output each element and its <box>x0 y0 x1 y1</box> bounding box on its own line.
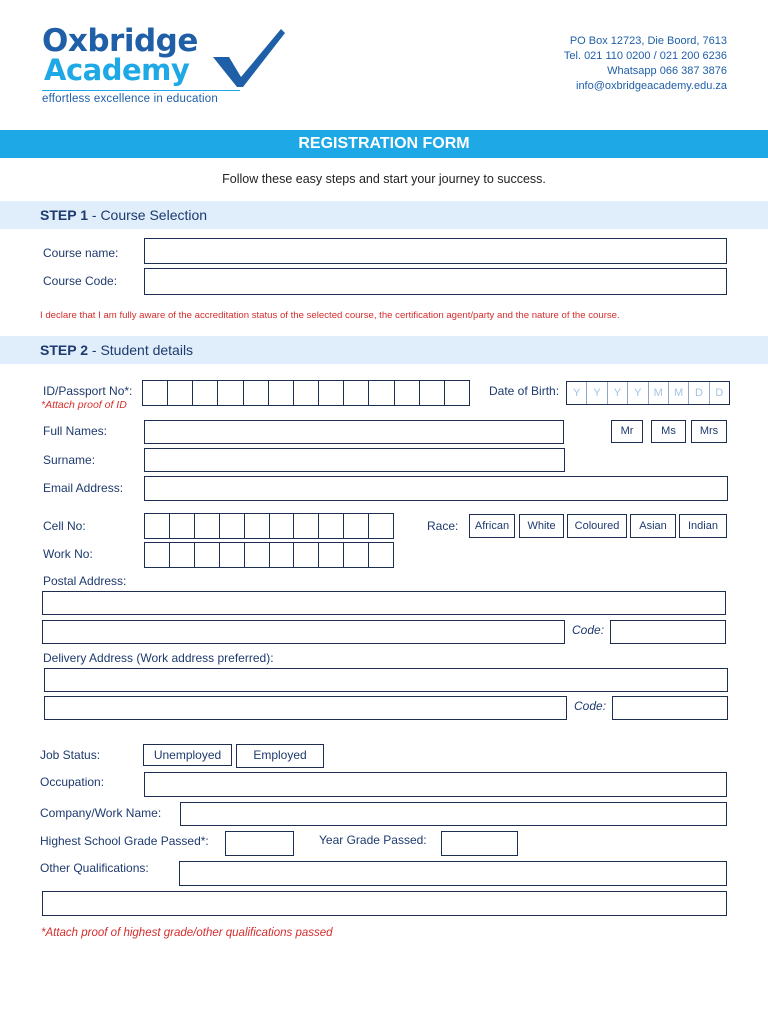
cell-number-input[interactable] <box>144 513 394 539</box>
course-name-label: Course name: <box>43 246 119 260</box>
full-names-label: Full Names: <box>43 424 108 438</box>
contact-tel: Tel. 021 110 0200 / 021 200 6236 <box>563 50 727 62</box>
step2-title: - Student details <box>88 342 194 358</box>
email-label: Email Address: <box>43 481 124 495</box>
delivery-address-line1[interactable] <box>44 668 728 692</box>
contact-address: PO Box 12723, Die Boord, 7613 <box>569 35 727 47</box>
occupation-label: Occupation: <box>40 775 105 789</box>
delivery-code-label: Code: <box>574 699 607 713</box>
proof-note: *Attach proof of highest grade/other qualifications passed <box>41 927 333 939</box>
logo-oxbridge: Oxbridge <box>42 23 198 59</box>
other-quals-input-line2[interactable] <box>42 891 727 916</box>
job-option-employed[interactable]: Employed <box>236 744 324 768</box>
race-option-white[interactable]: White <box>519 514 564 538</box>
race-option-asian[interactable]: Asian <box>630 514 676 538</box>
step2-label: STEP 2 <box>40 342 88 358</box>
contact-block <box>564 34 727 94</box>
year-grade-label: Year Grade Passed: <box>319 833 427 847</box>
dob-day-1: D <box>689 382 709 404</box>
work-number-input[interactable] <box>144 542 394 568</box>
other-quals-input-line1[interactable] <box>179 861 727 886</box>
step1-title: - Course Selection <box>88 207 208 223</box>
logo-academy: Academy <box>44 53 190 87</box>
cell-label: Cell No: <box>43 519 86 533</box>
id-note: *Attach proof of ID <box>41 399 127 411</box>
company-label: Company/Work Name: <box>40 806 162 820</box>
id-label: ID/Passport No*: <box>43 384 133 398</box>
contact-whatsapp: Whatsapp 066 387 3876 <box>607 65 727 77</box>
step2-header <box>0 336 768 364</box>
declaration-text: I declare that I am fully aware of the accreditation status of the selected course, the certification agent/party and the nature of the course. <box>40 310 620 321</box>
course-code-label: Course Code: <box>43 274 118 288</box>
delivery-code-input[interactable] <box>612 696 728 720</box>
title-option-mrs[interactable]: Mrs <box>691 420 727 443</box>
dob-year-4: Y <box>628 382 648 404</box>
course-name-input[interactable] <box>144 238 727 264</box>
dob-year-1: Y <box>567 382 587 404</box>
race-option-african[interactable]: African <box>469 514 515 538</box>
logo-divider <box>42 90 240 91</box>
surname-input[interactable] <box>144 448 565 472</box>
step1-label: STEP 1 <box>40 207 88 223</box>
postal-code-label: Code: <box>572 623 605 637</box>
email-input[interactable] <box>144 476 728 501</box>
postal-code-input[interactable] <box>610 620 726 644</box>
race-option-coloured[interactable]: Coloured <box>567 514 627 538</box>
form-subtitle: Follow these easy steps and start your journey to success. <box>222 172 546 186</box>
dob-day-2: D <box>715 387 724 399</box>
course-code-input[interactable] <box>144 268 727 295</box>
dob-label: Date of Birth: <box>489 384 560 398</box>
id-number-input[interactable] <box>142 380 470 406</box>
dob-input[interactable] <box>566 381 730 405</box>
delivery-label: Delivery Address (Work address preferred): <box>43 651 274 665</box>
postal-address-line1[interactable] <box>42 591 726 615</box>
title-option-mr[interactable]: Mr <box>611 420 643 443</box>
dob-year-3: Y <box>608 382 628 404</box>
work-no-label: Work No: <box>43 547 93 561</box>
other-quals-label: Other Qualifications: <box>40 861 149 875</box>
contact-email[interactable]: info@oxbridgeacademy.edu.za <box>576 80 727 92</box>
surname-label: Surname: <box>43 453 96 467</box>
dob-month-2: M <box>669 382 689 404</box>
company-input[interactable] <box>180 802 727 826</box>
grade-label: Highest School Grade Passed*: <box>40 834 209 848</box>
full-names-input[interactable] <box>144 420 564 444</box>
form-title: REGISTRATION FORM <box>0 130 768 158</box>
race-option-indian[interactable]: Indian <box>679 514 727 538</box>
step1-header <box>0 201 768 229</box>
occupation-input[interactable] <box>144 772 727 797</box>
dob-month-1: M <box>649 382 669 404</box>
job-option-unemployed[interactable]: Unemployed <box>143 744 232 766</box>
year-grade-input[interactable] <box>441 831 518 856</box>
postal-address-line2[interactable] <box>42 620 565 644</box>
dob-year-2: Y <box>587 382 607 404</box>
title-option-ms[interactable]: Ms <box>651 420 686 443</box>
checkmark-logo-icon <box>207 27 287 89</box>
tagline: effortless excellence in education <box>42 93 218 105</box>
job-status-label: Job Status: <box>40 748 101 762</box>
postal-label: Postal Address: <box>43 574 127 588</box>
grade-input[interactable] <box>225 831 294 856</box>
delivery-address-line2[interactable] <box>44 696 567 720</box>
race-label: Race: <box>427 519 459 533</box>
